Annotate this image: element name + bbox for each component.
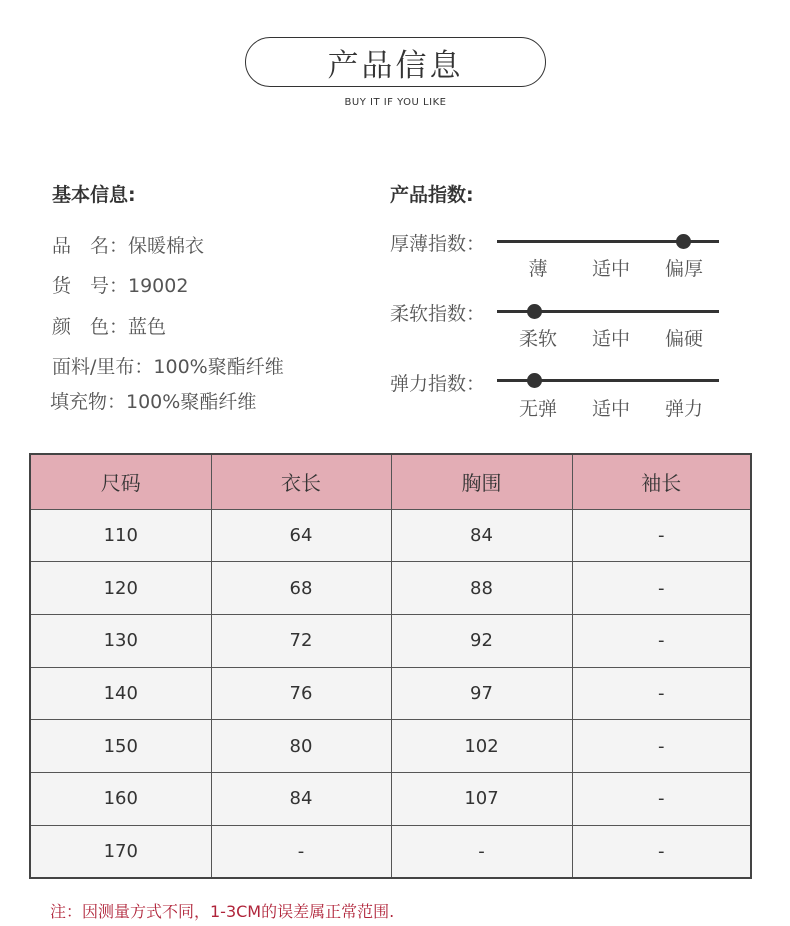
index-softness-option-medium: 适中 xyxy=(591,328,630,350)
column-header-chest: 胸围 xyxy=(391,454,572,509)
info-row-color: 颜 色：蓝色 xyxy=(52,316,167,338)
table-cell: 110 xyxy=(30,509,211,562)
index-elasticity-option-none: 无弹 xyxy=(518,398,557,420)
table-row xyxy=(30,720,751,773)
basic-info-heading: 基本信息: xyxy=(52,184,136,206)
index-thickness-marker xyxy=(676,234,691,249)
table-row xyxy=(30,509,751,562)
index-thickness-option-medium: 适中 xyxy=(591,258,630,280)
index-thickness-label: 厚薄指数： xyxy=(390,233,486,255)
index-thickness-option-thick: 偏厚 xyxy=(664,258,703,280)
table-cell: 68 xyxy=(211,562,391,615)
table-cell: 102 xyxy=(391,720,572,773)
table-cell: 80 xyxy=(211,720,391,773)
info-row-fabric: 面料/里布：100%聚酯纤维 xyxy=(52,356,284,378)
info-row-name: 品 名：保暖棉衣 xyxy=(52,235,205,257)
index-softness-option-soft: 柔软 xyxy=(518,328,557,350)
table-cell: - xyxy=(572,614,751,667)
table-cell: 97 xyxy=(391,667,572,720)
table-cell: 76 xyxy=(211,667,391,720)
table-cell: - xyxy=(572,509,751,562)
size-table xyxy=(29,453,752,879)
table-cell: 72 xyxy=(211,614,391,667)
index-softness-marker xyxy=(527,304,542,319)
page-subtitle: BUY IT IF YOU LIKE xyxy=(344,97,447,108)
table-cell: 160 xyxy=(30,773,211,826)
table-cell: - xyxy=(572,825,751,878)
column-header-length: 衣长 xyxy=(211,454,391,509)
table-cell: 64 xyxy=(211,509,391,562)
index-elasticity-label: 弹力指数： xyxy=(390,373,486,395)
info-row-filling: 填充物：100%聚酯纤维 xyxy=(50,391,257,413)
table-header-row xyxy=(30,454,751,509)
table-cell: - xyxy=(572,667,751,720)
table-cell: - xyxy=(572,562,751,615)
table-cell: - xyxy=(211,825,391,878)
index-elasticity-option-stretch: 弹力 xyxy=(664,398,703,420)
table-row xyxy=(30,562,751,615)
index-softness-label: 柔软指数： xyxy=(390,303,486,325)
index-thickness-option-thin: 薄 xyxy=(528,258,548,280)
table-cell: 140 xyxy=(30,667,211,720)
table-cell: 150 xyxy=(30,720,211,773)
table-cell: 88 xyxy=(391,562,572,615)
table-row xyxy=(30,825,751,878)
table-cell: 130 xyxy=(30,614,211,667)
table-cell: 120 xyxy=(30,562,211,615)
table-cell: - xyxy=(572,773,751,826)
table-cell: 92 xyxy=(391,614,572,667)
table-row xyxy=(30,773,751,826)
product-index-heading: 产品指数: xyxy=(390,184,474,206)
table-cell: 170 xyxy=(30,825,211,878)
measurement-note: 注：因测量方式不同，1-3CM的误差属正常范围. xyxy=(50,902,395,921)
table-cell: 84 xyxy=(211,773,391,826)
table-cell: - xyxy=(572,720,751,773)
table-cell: 107 xyxy=(391,773,572,826)
index-elasticity-option-medium: 适中 xyxy=(591,398,630,420)
table-cell: - xyxy=(391,825,572,878)
page-title-pill xyxy=(245,37,546,87)
info-row-item-number: 货 号：19002 xyxy=(52,275,189,297)
table-cell: 84 xyxy=(391,509,572,562)
table-row xyxy=(30,614,751,667)
index-elasticity-marker xyxy=(527,373,542,388)
page-title: 产品信息 xyxy=(327,47,464,84)
table-row xyxy=(30,667,751,720)
column-header-size: 尺码 xyxy=(30,454,211,509)
index-softness-option-hard: 偏硬 xyxy=(664,328,703,350)
column-header-sleeve: 袖长 xyxy=(572,454,751,509)
